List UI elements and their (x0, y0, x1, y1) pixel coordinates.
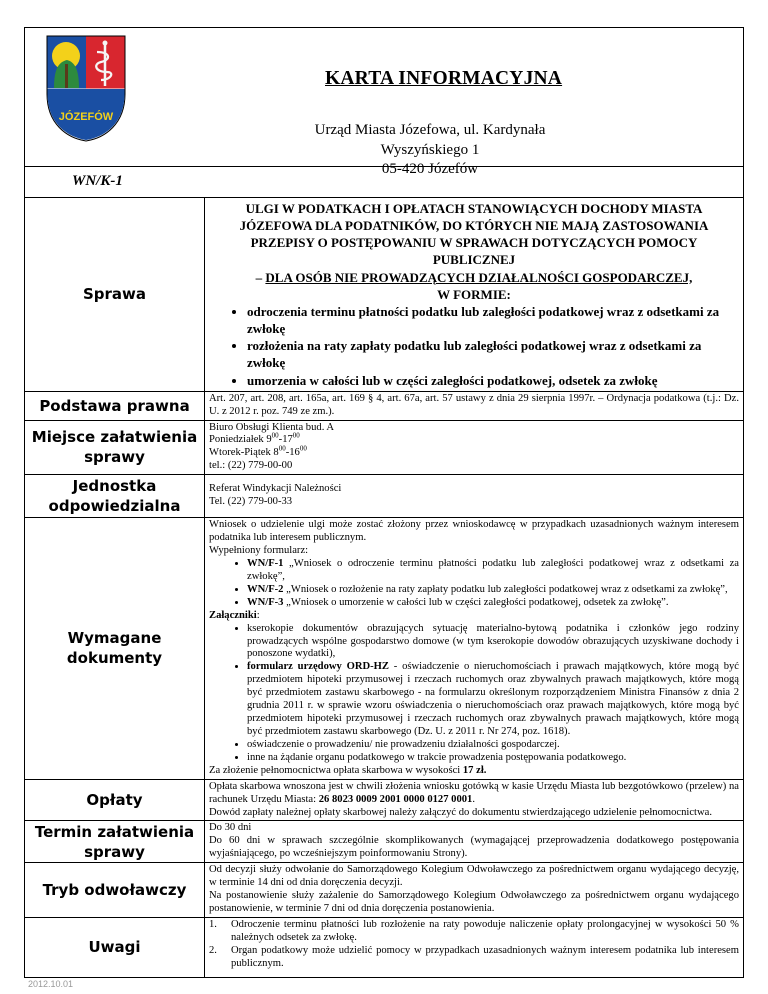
label-oplaty: Opłaty (25, 779, 205, 821)
fee-note: Za złożenie pełnomocnictwa opłata skarbowa w wysokości 17 zł. (209, 764, 487, 776)
bank-account-number: 26 8023 0009 2001 0000 0127 0001 (318, 793, 473, 805)
row-tryb (25, 863, 744, 918)
header-cell (25, 28, 744, 177)
row-termin (25, 821, 744, 863)
address-line-2: 05-420 Józefów (381, 161, 479, 177)
label-sprawa: Sprawa (25, 198, 205, 392)
label-termin: Termin załatwienia sprawy (25, 821, 205, 863)
list-item: 2. Organ podatkowy może udzielić pomocy w przypadkach uzasadnionych ważnym interesem podatnika lub interesem publicznym. (209, 944, 739, 969)
jozefow-crest-logo (45, 34, 127, 142)
sprawa-heading-dash: – (255, 269, 266, 285)
list-item: • umorzenia w całości lub w części zaległości podatkowej, odsetek za zwłokę (247, 372, 737, 389)
oplaty-text-1: Opłata skarbowa wnoszona jest w chwili złożenia wniosku gotówką w kasie Urzędu Miasta lub bezgotówkowo (przelew) na rachunek Urzędu Miasta: 26 8023 0009 2001 0000 0127 0001. (209, 780, 739, 805)
attachments-list (209, 623, 739, 765)
office-address (275, 121, 585, 180)
label-tryb: Tryb odwoławczy (25, 863, 205, 918)
row-oplaty (25, 779, 744, 821)
label-podstawa-prawna: Podstawa prawna (25, 391, 205, 420)
jednostka-phone: Tel. (22) 779-00-33 (209, 496, 293, 508)
card-table (24, 27, 744, 978)
dokumenty-intro: Wniosek o udzielenie ulgi może zostać złożony przez wnioskodawcę w przypadkach uzasadnionych ważnym interesem podatnika lub interesem publicznym. (209, 519, 739, 544)
tryb-text-2: Na postanowienie służy zażalenie do Samorządowego Kolegium Odwoławczego za pośrednictwem organu wydającego postanowienie, w terminie 7 dni od dnia doręczenia postanowienia. (209, 890, 739, 914)
miejsce-content (205, 420, 744, 475)
sprawa-heading (211, 200, 737, 303)
card-code: WN/K-1 (25, 167, 744, 198)
list-item: • rozłożenia na raty zapłaty podatku lub zaległości podatkowej wraz z odsetkami za zwłokę (247, 337, 737, 371)
label-miejsce: Miejsce załatwienia sprawy (25, 420, 205, 475)
dokumenty-form-list (209, 558, 739, 610)
oplaty-content (205, 779, 744, 821)
list-item: • oświadczenie o prowadzeniu/ nie prowadzeniu działalności gospodarczej. (247, 739, 739, 752)
sprawa-form-label: W FORMIE: (437, 286, 511, 302)
list-item: 1. Odroczenie terminu płatności lub rozłożenie na raty powoduje naliczenie opłaty prolongacyjnej w wysokości 50 % należnych odsetek za zwłokę. (209, 918, 739, 943)
oplaty-text-2: Dowód zapłaty należnej opłaty skarbowej należy załączyć do dokumentu stwierdzającego udzielenie pełnomocnictwa. (209, 806, 712, 818)
header-row (25, 28, 744, 167)
list-item: • WN/F-2 „Wniosek o rozłożenie na raty zapłaty podatku lub zaległości podatkowej wraz z odsetkami za zwłokę”, (247, 584, 739, 597)
row-sprawa (25, 198, 744, 392)
sprawa-heading-text: ULGI W PODATKACH I OPŁATACH STANOWIĄCYCH DOCHODY MIASTA JÓZEFOWA DLA PODATNIKÓW, DO KTÓRYCH NIE MAJĄ ZASTOSOWANIA PRZEPISY O POSTĘPOWANIU W SPRAWACH DOTYCZĄCYCH POMOCY PUBLICZNEJ (239, 201, 709, 268)
page-title: KARTA INFORMACYJNA (325, 68, 563, 89)
termin-line-1: Do 30 dni (209, 822, 252, 834)
label-jednostka: Jednostka odpowiedzialna (25, 475, 205, 518)
dokumenty-content (205, 518, 744, 779)
miejsce-phone: tel.: (22) 779-00-00 (209, 460, 293, 472)
podstawa-text: Art. 207, art. 208, art. 165a, art. 169 § 4, art. 67a, art. 57 ustawy z dnia 29 sierpnia 1997r. – Ordynacja podatkowa (t.j.: Dz. U. z 2012 r. poz. 749 ze zm.). (205, 391, 744, 420)
miejsce-hours-2: Wtorek-Piątek $8^{00}-16^{00}$ (209, 444, 307, 459)
list-item: • odroczenia terminu płatności podatku lub zaległości podatkowej wraz z odsetkami za zwłokę (247, 303, 737, 337)
dokumenty-form-intro: Wypełniony formularz: (209, 545, 309, 557)
address-line-1: Urząd Miasta Józefowa, ul. Kardynała Wyszyńskiego 1 (314, 122, 546, 158)
row-miejsce (25, 420, 744, 475)
uwagi-content (205, 917, 744, 977)
jednostka-line-1: Referat Windykacji Należności (209, 483, 342, 495)
sprawa-heading-underlined: DLA OSÓB NIE PROWADZĄCYCH DZIAŁALNOŚCI GOSPODARCZEJ, (265, 269, 693, 285)
list-item: • WN/F-3 „Wniosek o umorzenie w całości lub w części zaległości podatkowej, odsetek za zwłokę”. (247, 597, 739, 610)
label-uwagi: Uwagi (25, 917, 205, 977)
date-stamp: 2012.10.01 (28, 979, 74, 989)
sprawa-content (205, 198, 744, 392)
information-card (24, 27, 743, 989)
termin-content (205, 821, 744, 863)
tryb-text-1: Od decyzji służy odwołanie do Samorządowego Kolegium Odwoławczego za pośrednictwem organu wydającego decyzję, w terminie 14 dni od dnia doręczenia decyzji. (209, 864, 739, 889)
list-item: • formularz urzędowy ORD-HZ - oświadczenie o nieruchomościach i prawach majątkowych, które mogą być przedmiotem hipoteki przymusowej i rzeczach ruchomych oraz zbywalnych prawach majątkowych, które mogą być przedmiotem zastawu skarbowego - na formularzu określonym rozporządzeniem Ministra Finansów z dnia 2 grudnia 2011 r. w sprawie wzoru oświadczenia o nieruchomościach oraz prawach majątkowych, które mogą być przedmiotem hipoteki przymusowej i rzeczach ruchomych oraz zbywalnych prawach majątkowych, które mogą być przedmiotem zastawu skarbowego (Dz. U. z 2011 r. Nr 274, poz. 1618). (247, 661, 739, 739)
miejsce-hours-1: Poniedziałek $9^{00}-17^{00}$ (209, 431, 300, 446)
attachments-heading: Załączniki: (209, 609, 260, 621)
tryb-content (205, 863, 744, 918)
sprawa-form-list (211, 303, 737, 389)
miejsce-line-1: Biuro Obsługi Klienta bud. A (209, 421, 335, 433)
termin-line-2: Do 60 dni w sprawach szczególnie skomplikowanych (wymagającej przeprowadzenia dodatkowego postępowania wyjaśniającego, po wcześniejszym poinformowaniu Strony). (209, 835, 739, 860)
row-dokumenty (25, 518, 744, 779)
crest-text: JÓZEFÓW (58, 111, 114, 123)
list-item: • inne na żądanie organu podatkowego w trakcie prowadzenia postępowania podatkowego. (247, 752, 739, 765)
row-jednostka (25, 475, 744, 518)
row-podstawa (25, 391, 744, 420)
jednostka-content (205, 475, 744, 518)
list-item: • kserokopie dokumentów obrazujących sytuację materialno-bytową podatnika i członków jego rodziny prowadzących wspólne gospodarstwo domowe (w tym kserokopie dowodów obrazujących uzyskiwane dochody i ponoszone wydatki), (247, 623, 739, 662)
list-item: • WN/F-1 „Wniosek o odroczenie terminu płatności podatku lub zaległości podatkowej wraz z odsetkami za zwłokę”, (247, 558, 739, 584)
label-dokumenty: Wymagane dokumenty (25, 518, 205, 779)
row-uwagi (25, 917, 744, 977)
